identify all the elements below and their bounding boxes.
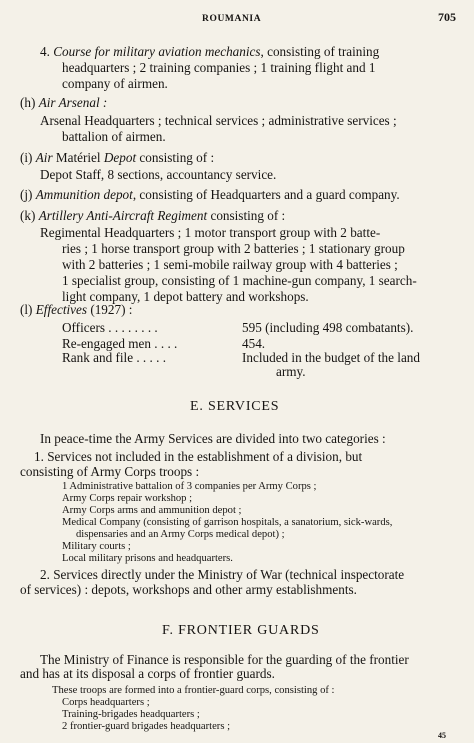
item-k-line-1: Regimental Headquarters ; 1 motor transport group with 2 batte- [40, 225, 381, 240]
page-number: 705 [438, 10, 456, 24]
section-f-list-intro: These troops are formed into a frontier-guard corps, consisting of : [52, 685, 335, 696]
section-f-heading: F. FRONTIER GUARDS [162, 623, 320, 638]
service-list-item: Army Corps arms and ammunition depot ; [62, 505, 242, 516]
item-j-text: , consisting of Headquarters and a guard company. [132, 187, 400, 202]
service-list-item: Military courts ; [62, 541, 131, 552]
service-list-item: Army Corps repair workshop ; [62, 493, 193, 504]
frontier-list-item: 2 frontier-guard brigades headquarters ; [62, 721, 231, 732]
item-k-line-2: ries ; 1 horse transport group with 2 batteries ; 1 stationary group [62, 241, 405, 256]
item-4-text: , consisting of training [260, 44, 380, 59]
item-h-title: Air Arsenal : [38, 95, 108, 110]
item-i-title-b: Matériel [52, 150, 104, 165]
item-4-line-2: headquarters ; 2 training companies ; 1 training flight and 1 [62, 60, 376, 75]
item-i-heading [20, 150, 214, 165]
item-k-line-3: with 2 batteries ; 1 semi-mobile railway group with 4 batteries ; [62, 257, 398, 272]
item-4-label: 4. [40, 44, 50, 59]
item-l-title: Effectives [35, 302, 88, 317]
frontier-list-item: Training-brigades headquarters ; [62, 709, 200, 720]
effectives-row-value: Included in the budget of the land [242, 350, 420, 365]
frontier-list-item: Corps headquarters ; [62, 697, 150, 708]
service-list-item: Medical Company (consisting of garrison hospitals, a sanatorium, sick-wards, [62, 517, 393, 528]
effectives-row-value: 595 (including 498 combatants). [242, 320, 414, 335]
service-list-item: dispensaries and an Army Corps medical depot) ; [76, 529, 285, 540]
item-4-line-1 [40, 44, 379, 59]
item-h-line-2: battalion of airmen. [62, 129, 166, 144]
item-j-label: (j) [20, 187, 33, 202]
item-j-title: Ammunition depot [35, 187, 133, 202]
item-i-title-c: Depot [103, 150, 137, 165]
effectives-row-name: Officers . . . . . . . . [62, 320, 158, 335]
section-e-heading: E. SERVICES [190, 399, 280, 414]
item-i-line-1: Depot Staff, 8 sections, accountancy service. [40, 167, 277, 182]
effectives-row-name: Rank and file . . . . . [62, 350, 167, 365]
item-k-heading [20, 208, 285, 223]
item-i-title-rest: consisting of : [136, 150, 215, 165]
item-k-title: Artillery Anti-Aircraft Regiment [38, 208, 208, 223]
item-j [20, 187, 400, 202]
section-f-para-line-2: and has at its disposal a corps of frontier guards. [20, 666, 275, 681]
item-l-heading [20, 302, 132, 317]
item-h-line-1: Arsenal Headquarters ; technical services ; administrative services ; [40, 113, 397, 128]
running-title: ROUMANIA [202, 14, 262, 24]
section-e-intro: In peace-time the Army Services are divided into two categories : [40, 431, 386, 446]
item-4-title: Course for military aviation mechanics [53, 44, 261, 59]
section-e-para-1-line-2: consisting of Army Corps troops : [20, 464, 200, 479]
service-list-item: 1 Administrative battalion of 3 companies per Army Corps ; [62, 481, 317, 492]
item-k-title-rest: consisting of : [207, 208, 286, 223]
section-e-para-2-line-1: 2. Services directly under the Ministry of War (technical inspectorate [40, 567, 405, 582]
section-f-para-line-1: The Ministry of Finance is responsible for the guarding of the frontier [40, 652, 409, 667]
item-l-year: (1927) : [87, 302, 133, 317]
item-h-label: (h) [20, 95, 36, 110]
item-h-heading [20, 95, 107, 110]
item-k-label: (k) [20, 208, 36, 223]
section-e-para-1-line-1: 1. Services not included in the establishment of a division, but [34, 449, 363, 464]
item-k-line-5: light company, 1 depot battery and workshops. [62, 289, 309, 304]
effectives-row-value-cont: army. [276, 364, 306, 379]
effectives-row-name: Re-engaged men . . . . [62, 336, 178, 351]
item-i-title-a: Air [35, 150, 53, 165]
service-list-item: Local military prisons and headquarters. [62, 553, 233, 564]
section-e-para-2-line-2: of services) : depots, workshops and other army establishments. [20, 582, 357, 597]
effectives-row-value: 454. [242, 336, 266, 351]
item-l-label: (l) [20, 302, 33, 317]
item-4-line-3: company of airmen. [62, 76, 168, 91]
printer-signature: 45 [438, 731, 446, 740]
item-k-line-4: 1 specialist group, consisting of 1 machine-gun company, 1 search- [62, 273, 417, 288]
item-i-label: (i) [20, 150, 33, 165]
